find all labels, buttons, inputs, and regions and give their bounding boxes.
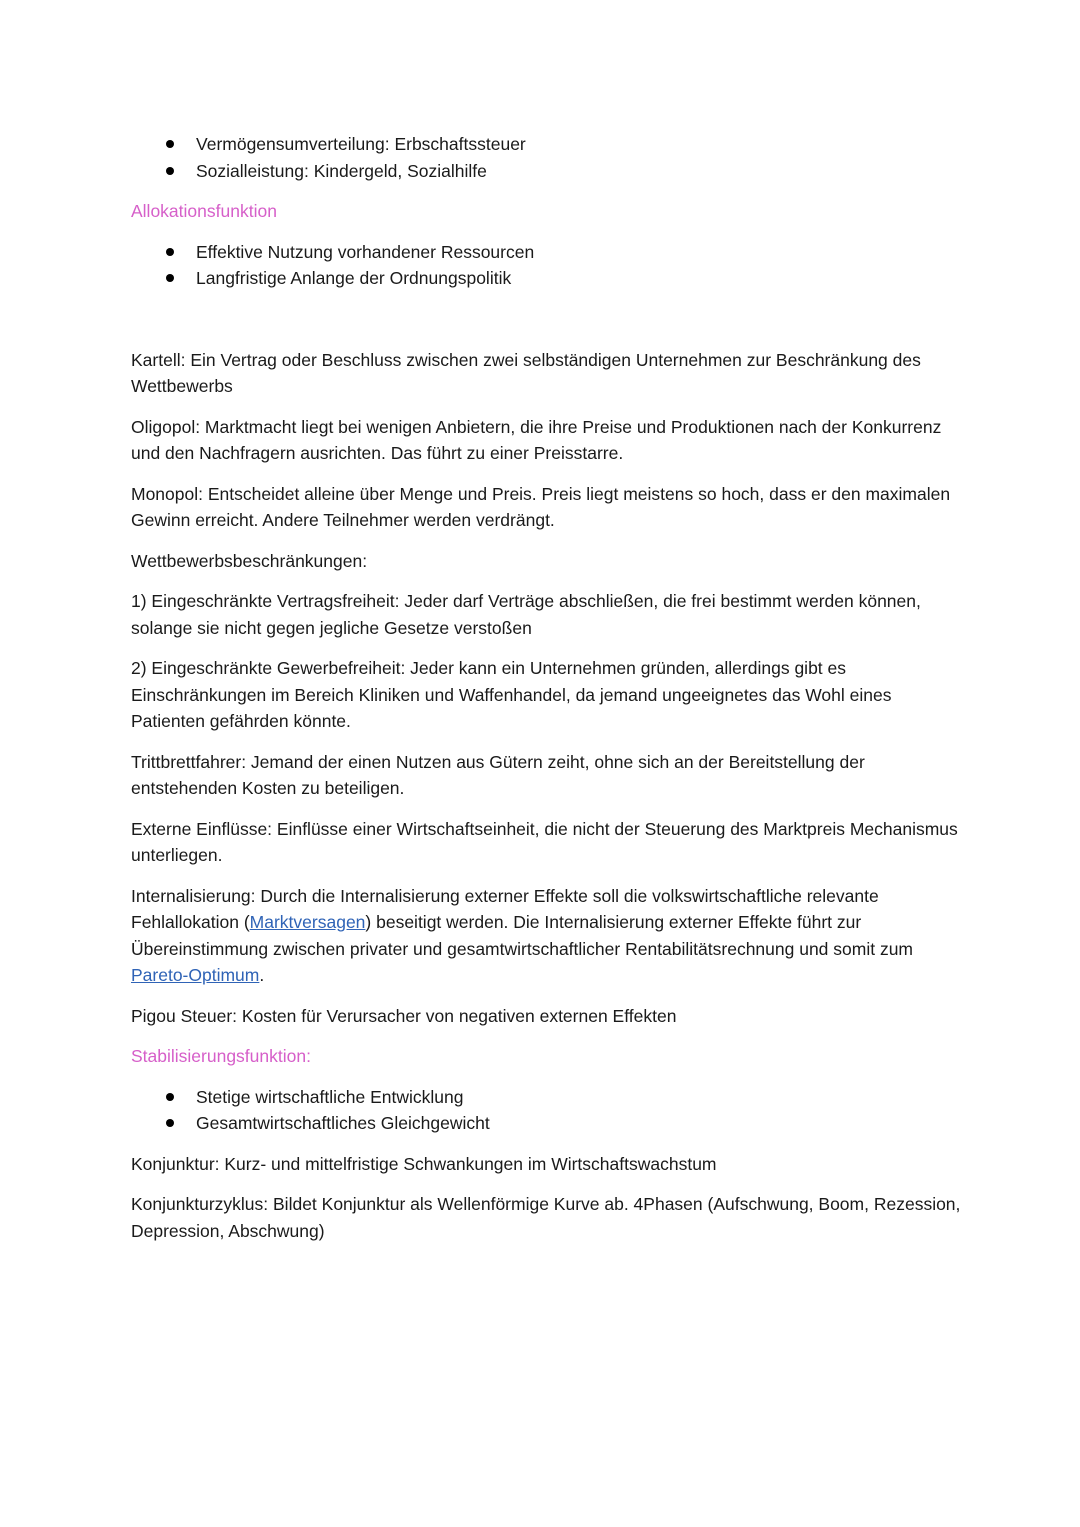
- bullet-list-stabilisierung: [131, 1084, 961, 1137]
- spacer: [131, 292, 961, 347]
- link-marktversagen[interactable]: Marktversagen: [249, 912, 366, 932]
- list-item: Sozialleistung: Kindergeld, Sozialhilfe: [196, 158, 961, 185]
- list-item: Vermögensumverteilung: Erbschaftssteuer: [196, 131, 961, 158]
- paragraph-konjunktur: Konjunktur: Kurz- und mittelfristige Schwankungen im Wirtschaftswachstum: [131, 1153, 717, 1174]
- internalisierung-text-3: .: [259, 965, 265, 985]
- paragraph-monopol: Monopol: Entscheidet alleine über Menge und Preis. Preis liegt meistens so hoch, dass er den maximalen Gewinn erreicht. Andere Teilnehmer werden verdrängt.: [131, 483, 951, 530]
- paragraph-vertragsfreiheit: 1) Eingeschränkte Vertragsfreiheit: Jeder darf Verträge abschließen, die frei bestimmt werden können, solange sie nicht gegen jegliche Gesetze verstoßen: [131, 591, 921, 638]
- paragraph-trittbrettfahrer: Trittbrettfahrer: Jemand der einen Nutzen aus Gütern zeiht, ohne sich an der Bereitstellung der entstehenden Kosten zu beteiligen.: [131, 751, 865, 798]
- paragraph-pigou-steuer: Pigou Steuer: Kosten für Verursacher von negativen externen Effekten: [131, 1005, 677, 1026]
- paragraph-internalisierung: [131, 883, 961, 989]
- document-page: [131, 131, 961, 1258]
- bullet-list-allokation: [131, 239, 961, 292]
- list-item: Stetige wirtschaftliche Entwicklung: [196, 1084, 961, 1111]
- paragraph-gewerbefreiheit: 2) Eingeschränkte Gewerbefreiheit: Jeder kann ein Unternehmen gründen, allerdings gibt es Einschränkungen im Bereich Kliniken und Waffenhandel, da jemand ungeeignetes das Wohl eines Patienten gefährden könnte.: [131, 658, 892, 731]
- internalisierung-text-1: Internalisierung: Durch die Internalisierung externer Effekte soll die volkswirtschaftliche relevante Fehlallokation (: [131, 885, 879, 932]
- paragraph-kartell: Kartell: Ein Vertrag oder Beschluss zwischen zwei selbständigen Unternehmen zur Beschränkung des Wettbewerbs: [131, 349, 921, 396]
- link-pareto-optimum[interactable]: Pareto-Optimum: [131, 965, 260, 985]
- paragraph-wettbewerbsbeschraenkungen: Wettbewerbsbeschränkungen:: [131, 550, 368, 571]
- paragraph-oligopol: Oligopol: Marktmacht liegt bei wenigen Anbietern, die ihre Preise und Produktionen nach der Konkurrenz und den Nachfragern ausrichten. Das führt zu einer Preisstarre.: [131, 416, 942, 463]
- paragraph-externe-einfluesse: Externe Einflüsse: Einflüsse einer Wirtschaftseinheit, die nicht der Steuerung des Marktpreis Mechanismus unterliegen.: [131, 818, 958, 865]
- list-item: Gesamtwirtschaftliches Gleichgewicht: [196, 1110, 961, 1137]
- internalisierung-text-2: ) beseitigt werden. Die Internalisierung externer Effekte führt zur Übereinstimmung zwischen privater und gesamtwirtschaftlicher Rentabilitätsrechnung und somit zum: [131, 912, 914, 959]
- list-item: Effektive Nutzung vorhandener Ressourcen: [196, 239, 961, 266]
- heading-stabilisierungsfunktion: Stabilisierungsfunktion:: [131, 1046, 311, 1066]
- heading-allokationsfunktion: Allokationsfunktion: [131, 201, 277, 221]
- paragraph-konjunkturzyklus: Konjunkturzyklus: Bildet Konjunktur als Wellenförmige Kurve ab. 4Phasen (Aufschwung, Boom, Rezession, Depression, Abschwung): [131, 1194, 961, 1241]
- bullet-list-umverteilung: [131, 131, 961, 184]
- list-item: Langfristige Anlange der Ordnungspolitik: [196, 265, 961, 292]
